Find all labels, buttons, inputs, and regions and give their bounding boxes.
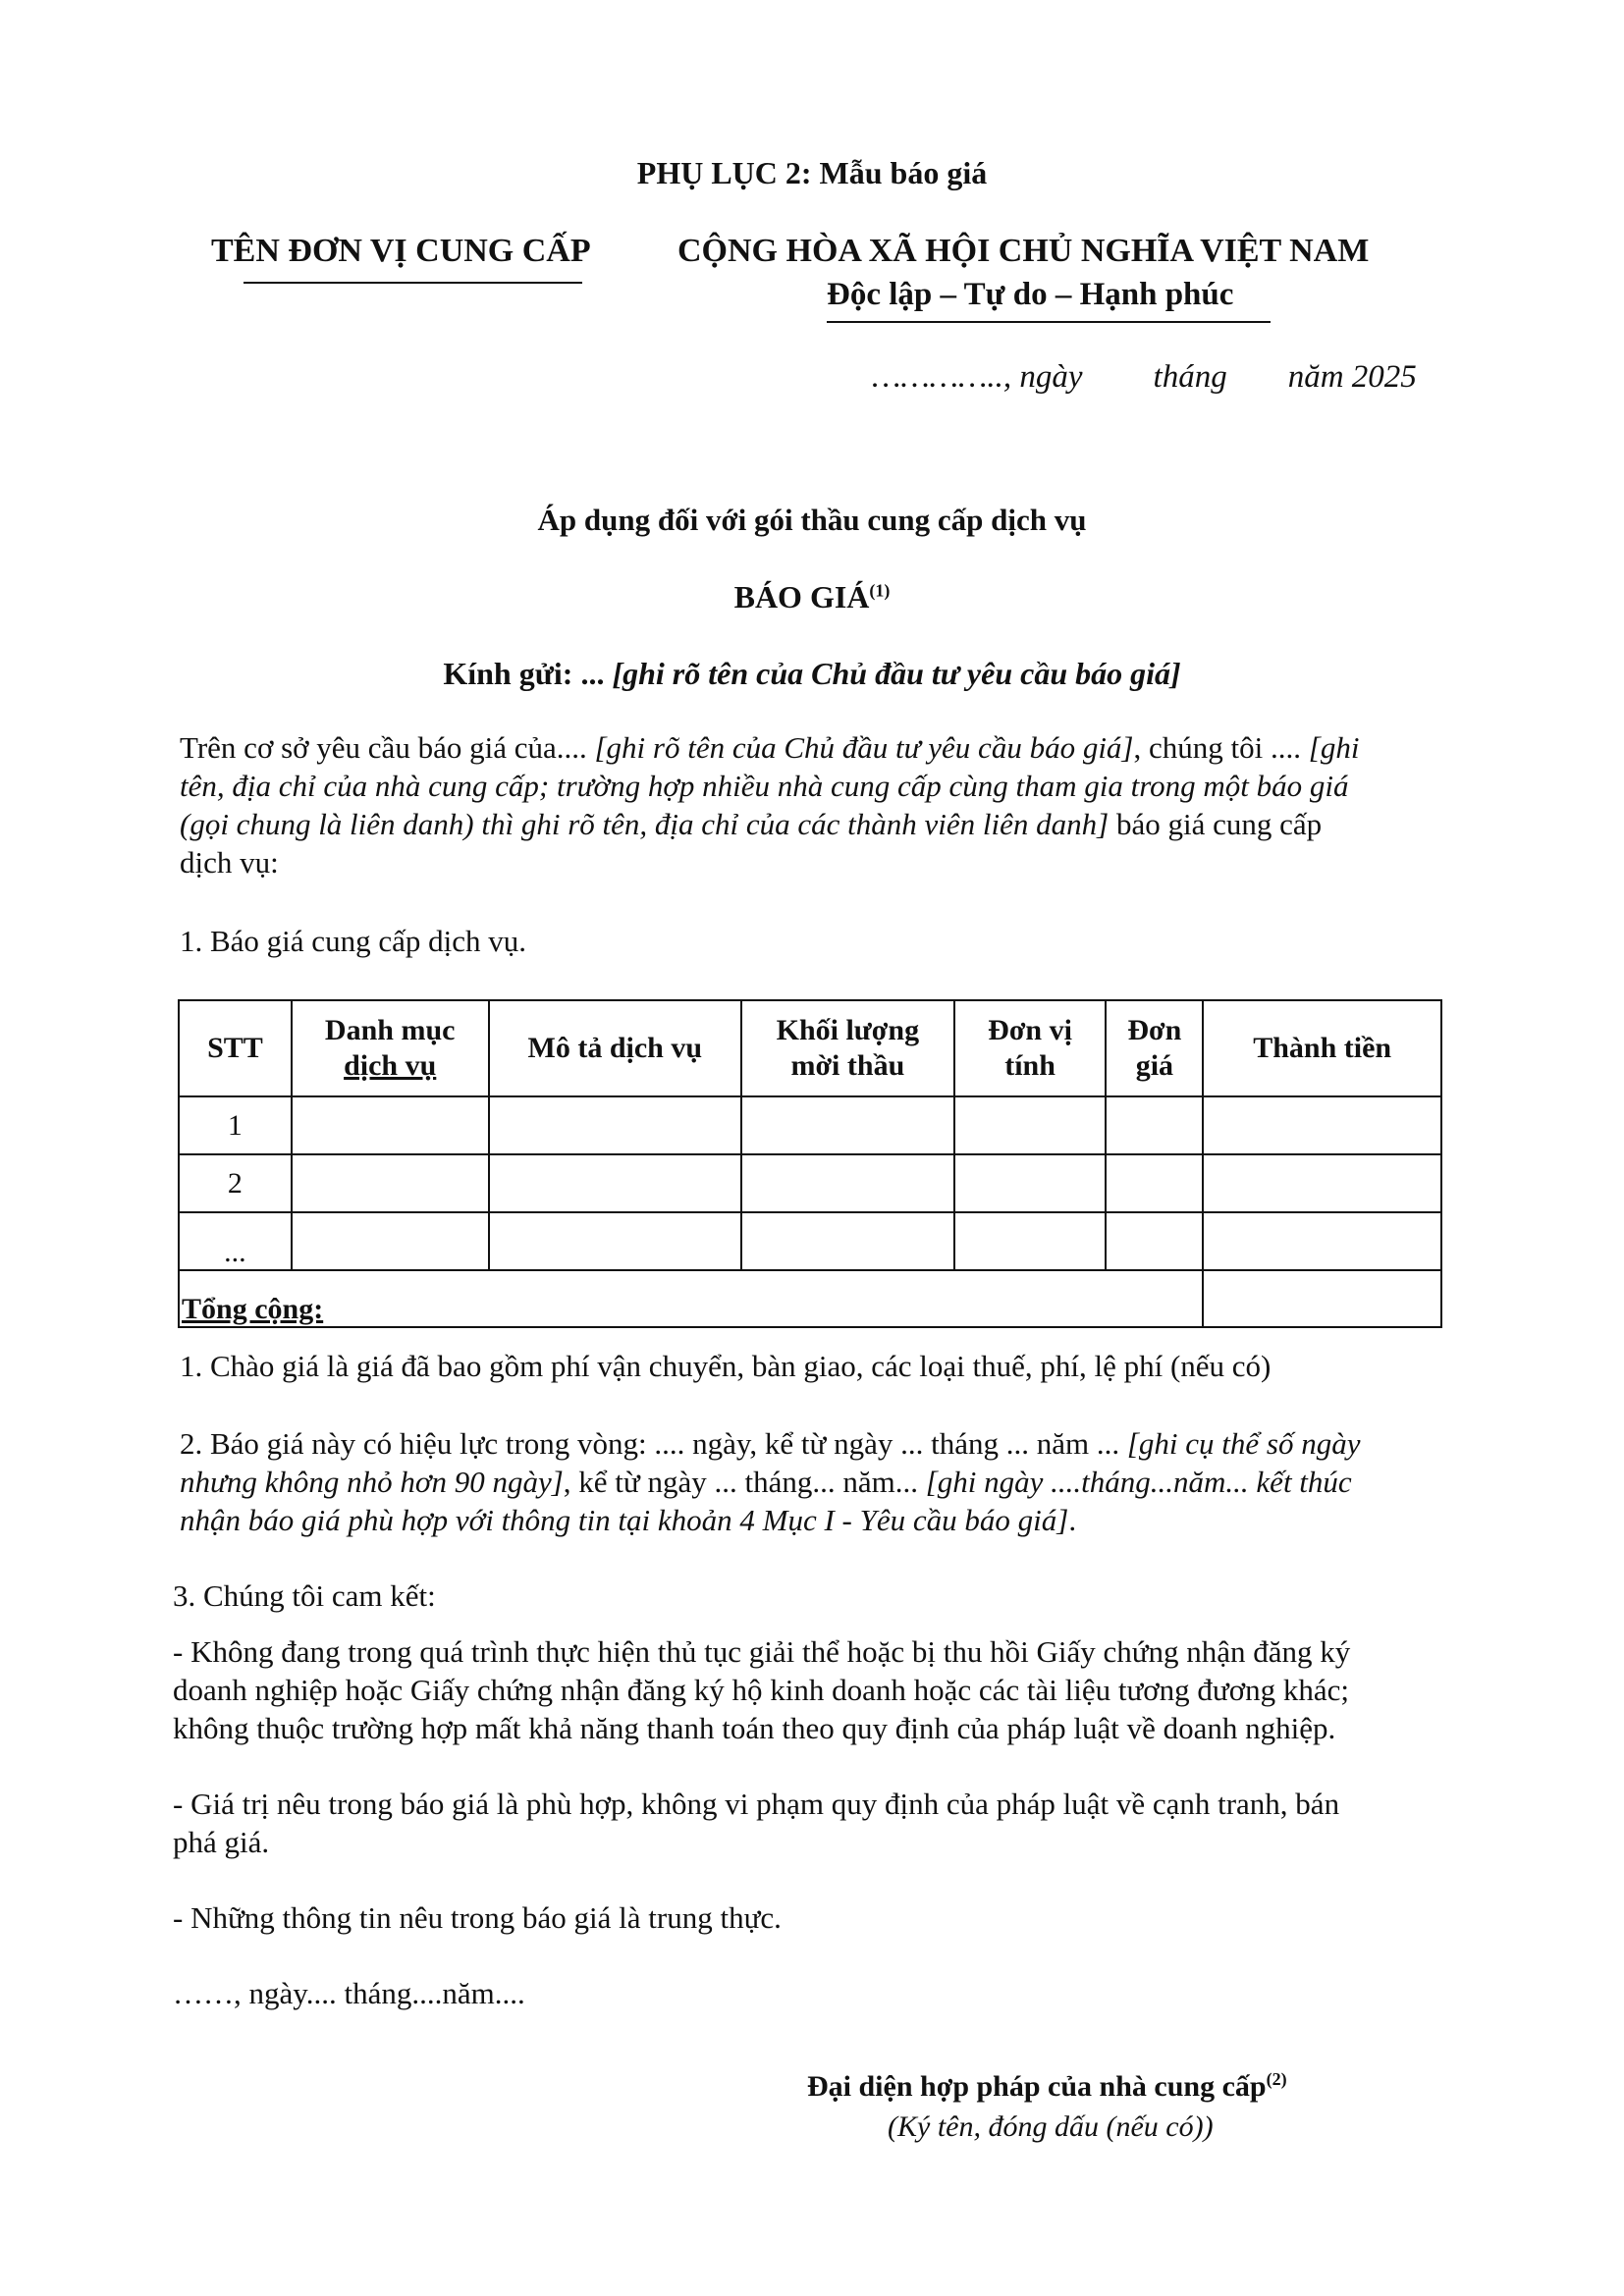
date-month: tháng [1153, 359, 1227, 395]
signatory-title [807, 2069, 1287, 2104]
nation-heading: CỘNG HÒA XÃ HỘI CHỦ NGHĨA VIỆT NAM [677, 233, 1370, 269]
table-cell [741, 1212, 954, 1270]
note-2-line-2 [180, 1465, 1352, 1500]
header-price-line-2: giá [1135, 1049, 1174, 1082]
table-cell [1106, 1212, 1203, 1270]
title-footnote-marker: (1) [869, 580, 891, 601]
signature-note: (Ký tên, đóng dấu (nếu có)) [888, 2110, 1214, 2143]
note-placeholder: nhận báo giá phù hợp với thông tin tại khoản 4 Mục I - Yêu cầu báo giá] [180, 1503, 1069, 1537]
table-cell [954, 1096, 1107, 1154]
table-cell [1203, 1212, 1441, 1270]
header-quantity-line-1: Khối lượng [776, 1014, 920, 1046]
date-year: năm 2025 [1287, 359, 1417, 395]
greeting [0, 656, 1624, 692]
title-text: BÁO GIÁ [733, 579, 870, 614]
header-amount: Thành tiền [1203, 1000, 1441, 1096]
header-unit-line-2: tính [1004, 1049, 1056, 1082]
supplier-underline [244, 282, 582, 284]
commitment-title: 3. Chúng tôi cam kết: [173, 1578, 436, 1613]
paragraph-text: báo giá cung cấp [1109, 807, 1323, 841]
row-stt: ... [179, 1212, 292, 1270]
table-cell [741, 1096, 954, 1154]
table-total-row [179, 1270, 1441, 1327]
table-cell [1203, 1096, 1441, 1154]
note-placeholder: nhưng không nhỏ hơn 90 ngày] [180, 1465, 564, 1499]
paragraph-placeholder: [ghi [1301, 730, 1360, 765]
table-row [179, 1154, 1441, 1212]
greeting-placeholder: [ghi rõ tên của Chủ đầu tư yêu cầu báo giá] [604, 656, 1181, 691]
paragraph-line-2: tên, địa chỉ của nhà cung cấp; trường hợp nhiều nhà cung cấp cùng tham gia trong một báo giá [180, 769, 1349, 803]
table-cell [954, 1154, 1107, 1212]
paragraph-line-3 [180, 807, 1322, 842]
table-cell [1106, 1154, 1203, 1212]
paragraph-line-1 [180, 730, 1359, 766]
commitment-2-line-2: phá giá. [173, 1825, 270, 1859]
header-unit [954, 1000, 1107, 1096]
motto: Độc lập – Tự do – Hạnh phúc [827, 277, 1234, 312]
apply-line: Áp dụng đối với gói thầu cung cấp dịch vụ [537, 503, 1087, 537]
table-cell [489, 1212, 742, 1270]
table-cell [489, 1154, 742, 1212]
table-cell [489, 1096, 742, 1154]
note-2-line-3 [180, 1503, 1076, 1538]
greeting-label: Kính gửi: ... [443, 656, 605, 691]
document-title [0, 579, 1624, 615]
footer-date-line: ……, ngày.... tháng....năm.... [173, 1976, 525, 2010]
date-place: ………….., ngày [872, 359, 1083, 395]
supplier-heading: TÊN ĐƠN VỊ CUNG CẤP [211, 233, 591, 269]
motto-underline [827, 321, 1271, 323]
table-row [179, 1212, 1441, 1270]
table-cell [292, 1154, 489, 1212]
note-1: 1. Chào giá là giá đã bao gồm phí vận chuyển, bàn giao, các loại thuế, phí, lệ phí (nếu có) [180, 1349, 1272, 1383]
commitment-1-line-3: không thuộc trường hợp mất khả năng thanh toán theo quy định của pháp luật về doanh nghiệp. [173, 1711, 1336, 1745]
paragraph-text: Trên cơ sở yêu cầu báo giá của.... [180, 730, 587, 765]
note-text: 2. Báo giá này có hiệu lực trong vòng: .... ngày, kể từ ngày ... tháng ... năm ... [180, 1426, 1120, 1461]
paragraph-placeholder: (gọi chung là liên danh) thì ghi rõ tên, địa chỉ của các thành viên liên danh] [180, 807, 1110, 841]
quote-table [178, 999, 1442, 1328]
date-line [872, 359, 1417, 396]
paragraph-line-4: dịch vụ: [180, 845, 279, 880]
note-text: , kể từ ngày ... tháng... năm... [563, 1465, 918, 1499]
paragraph-placeholder: [ghi rõ tên của Chủ đầu tư yêu cầu báo giá] [586, 730, 1134, 765]
paragraph-text: , chúng tôi .... [1133, 730, 1301, 765]
appendix-title: PHỤ LỤC 2: Mẫu báo giá [636, 155, 988, 190]
section-1-title: 1. Báo giá cung cấp dịch vụ. [180, 924, 526, 958]
table-cell [954, 1212, 1107, 1270]
header-stt: STT [179, 1000, 292, 1096]
header-quantity [741, 1000, 954, 1096]
table-row [179, 1096, 1441, 1154]
note-placeholder: [ghi cụ thể số ngày [1119, 1426, 1361, 1461]
signatory-footnote-marker: (2) [1266, 2069, 1287, 2089]
commitment-2-line-1: - Giá trị nêu trong báo giá là phù hợp, không vi phạm quy định của pháp luật về cạnh tranh, bán [173, 1787, 1340, 1821]
table-cell [292, 1096, 489, 1154]
row-stt: 1 [179, 1096, 292, 1154]
header-category [292, 1000, 489, 1096]
commitment-3: - Những thông tin nêu trong báo giá là trung thực. [173, 1900, 782, 1935]
header-category-line-2: dịch vụ [344, 1049, 437, 1082]
note-text: . [1068, 1503, 1077, 1537]
total-label: Tổng cộng: [179, 1270, 1203, 1327]
row-stt: 2 [179, 1154, 292, 1212]
total-amount-cell [1203, 1270, 1441, 1327]
header-price-line-1: Đơn [1127, 1014, 1182, 1046]
commitment-1-line-2: doanh nghiệp hoặc Giấy chứng nhận đăng ký hộ kinh doanh hoặc các tài liệu tương đương khác; [173, 1673, 1350, 1707]
commitment-1-line-1: - Không đang trong quá trình thực hiện thủ tục giải thể hoặc bị thu hồi Giấy chứng nhận đăng ký [173, 1634, 1351, 1669]
table-cell [292, 1212, 489, 1270]
table-cell [1203, 1154, 1441, 1212]
header-description: Mô tả dịch vụ [489, 1000, 742, 1096]
header-quantity-line-2: mời thầu [790, 1049, 905, 1082]
table-cell [741, 1154, 954, 1212]
header-category-line-1: Danh mục [324, 1014, 456, 1046]
note-2-line-1 [180, 1426, 1361, 1462]
table-cell [1106, 1096, 1203, 1154]
signatory-text: Đại diện hợp pháp của nhà cung cấp [807, 2070, 1267, 2103]
header-unit-line-1: Đơn vị [988, 1014, 1072, 1046]
note-placeholder: [ghi ngày ....tháng...năm... kết thúc [917, 1465, 1352, 1499]
header-price [1106, 1000, 1203, 1096]
table-header-row [179, 1000, 1441, 1096]
